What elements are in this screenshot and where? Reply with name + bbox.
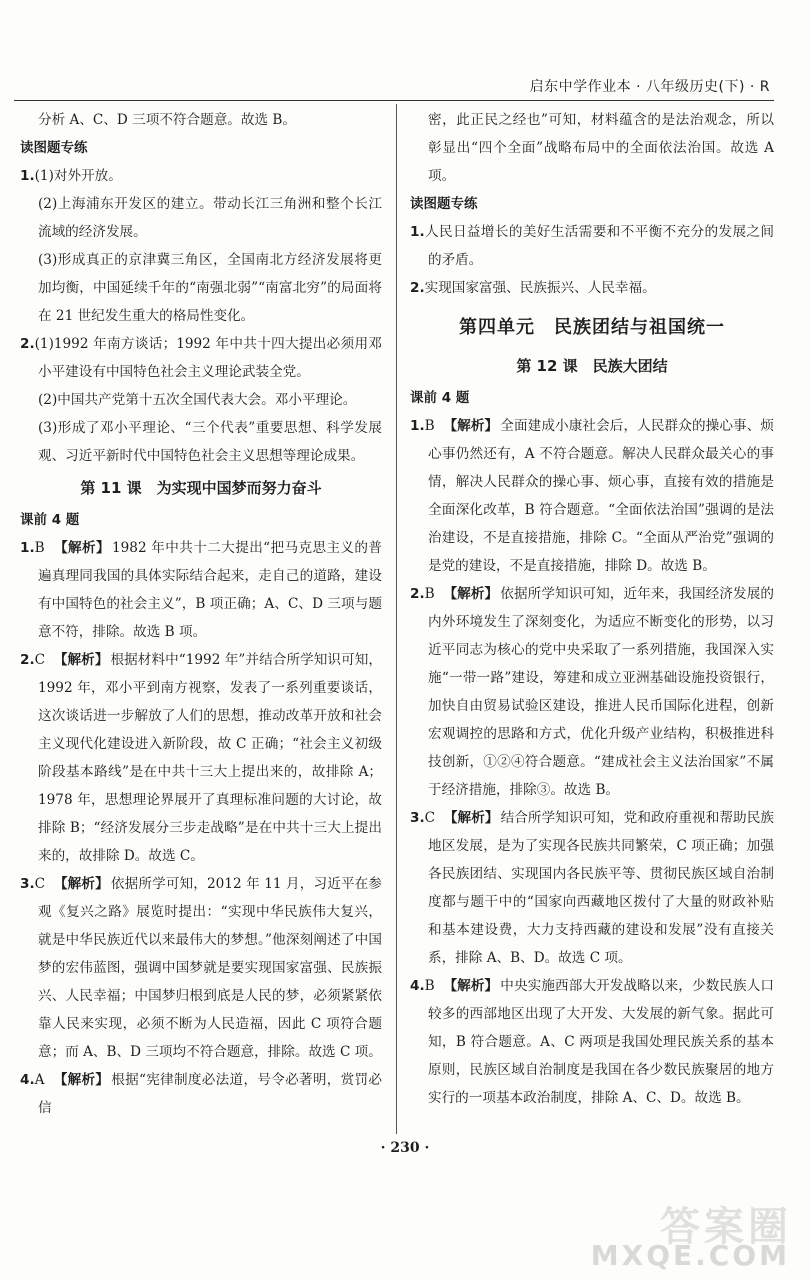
line-text: 读图题专练 [410,196,478,212]
item-number: 2. [410,586,425,602]
line-text: 课前 4 题 [20,512,80,528]
answer-item [20,646,382,870]
answer-item [410,412,774,580]
analysis-tag: 【解析】 [443,810,499,826]
analysis-tag: 【解析】 [443,586,499,602]
item-number: 2. [20,652,35,668]
item-number: 3. [410,810,425,826]
answer-choice: B [424,978,435,994]
answer-choice: B [424,418,435,434]
watermark-site-text: MXQE.COM [590,1239,790,1272]
line-text: 依据所学知识可知，近年来，我国经济发展的内外环境发生了深刻变化，为适应不断变化的形势，以习近平同志为核心的党中央采取了一系列措施，我国深入实施“一带一路”建设，筹建和成立亚洲基础设施投资银行，加快自由贸易试验区建设，推进人民币国际化进程，创新宏观调控的思路和方式，优化升级产业结构，积极推进科技创新，①②④符合题意。“建成社会主义法治国家”不属于经济措施，排除③。故选 B。 [428,586,774,798]
answer-text [410,106,774,190]
answer-item [410,972,774,1112]
answer-text [20,414,382,470]
analysis-tag: 【解析】 [53,652,109,668]
section-heading [20,134,382,162]
page-number: · 230 · [380,1140,430,1156]
item-number: 4. [410,978,425,994]
answer-item [410,274,774,302]
line-text: (2)上海浦东开发区的建立。带动长江三角洲和整个长江流域的经济发展。 [38,196,382,240]
answer-choice: C [34,876,46,892]
answer-item [410,218,774,274]
answer-choice: C [424,810,436,826]
answer-choice: B [424,586,435,602]
item-number: 1. [20,540,35,556]
line-text: (1)对外开放。 [34,168,122,184]
line-text: 实现国家富强、民族振兴、人民幸福。 [424,280,656,296]
analysis-tag: 【解析】 [53,876,109,892]
answer-text [20,386,382,414]
answer-text [20,190,382,246]
running-header: 启东中学作业本 · 八年级历史(下) · R [529,79,770,95]
line-text: 读图题专练 [20,140,88,156]
lesson-title [410,348,774,384]
line-text: 结合所学知识可知，党和政府重视和帮助民族地区发展，是为了实现各民族共同繁荣，C 项正确；加强各民族团结、实现国内各民族平等、贯彻民族区域自治制度都与题干中的“国家向西藏地区拨付了大量的财政补贴和基本建设费，大力支持西藏的建设和发展”没有直接关系，排除 A、B、D。故选 C 项。 [428,810,775,966]
item-number: 2. [410,280,425,296]
answer-item [410,804,774,972]
line-text: 分析 A、C、D 三项不符合题意。故选 B。 [38,112,296,128]
item-number: 4. [20,1072,35,1088]
column-divider [396,104,397,1134]
unit-title [410,308,774,348]
section-heading [410,190,774,218]
line-text: 密，此正民之经也”可知，材料蕴含的是法治观念，所以彰显出“四个全面”战略布局中的全面依法治国。故选 A 项。 [428,112,774,184]
line-text: 根据“宪律制度必法道，号令必著明，赏罚必信 [38,1072,382,1116]
line-text: 第 11 课 为实现中国梦而努力奋斗 [80,479,322,497]
answer-choice: A [34,1072,45,1088]
answer-text [20,246,382,330]
line-text: 根据材料中“1992 年”并结合所学知识可知，1992 年，邓小平到南方视察，发表了一系列重要谈话，这次谈话进一步解放了人们的思想，推动改革开放和社会主义现代化建设进入新阶段，故 C 正确；“社会主义初级阶段基本路线”是在中共十三大上提出来的，故排除 A；1978 年，思想理论界展开了真理标准问题的大讨论，故排除 B；“经济发展分三步走战略”是在中共十三大上提出来的，故排除 D。故选 C。 [38,652,382,864]
line-text: (3)形成了邓小平理论、“三个代表”重要思想、科学发展观、习近平新时代中国特色社会主义思想等理论成果。 [38,420,382,464]
answer-item [20,162,382,190]
section-heading [410,384,774,412]
answer-text [20,106,382,134]
analysis-tag: 【解析】 [54,540,110,556]
answer-item [20,1066,382,1122]
answer-item [20,534,382,646]
left-column [20,106,382,1122]
header-rule [14,100,774,101]
item-number: 1. [410,224,425,240]
analysis-tag: 【解析】 [443,418,499,434]
watermark [590,1195,802,1275]
line-text: 1982 年中共十二大提出“把马克思主义的普遍真理同我国的具体实际结合起来，走自己的道路，建设有中国特色的社会主义”，B 项正确；A、C、D 三项与题意不符，排除。故选 B 项。 [38,540,382,640]
line-text: 第四单元 民族团结与祖国统一 [459,317,725,338]
section-heading [20,506,382,534]
answer-item [20,330,382,386]
item-number: 1. [410,418,425,434]
line-text: 课前 4 题 [410,390,470,406]
line-text: 依据所学可知，2012 年 11 月，习近平在参观《复兴之路》展览时提出：“实现中华民族伟大复兴，就是中华民族近代以来最伟大的梦想。”他深刻阐述了中国梦的宏伟蓝图，强调中国梦就是要实现国家富强、民族振兴、人民幸福；中国梦归根到底是人民的梦，必须紧紧依靠人民来实现，必须不断为人民造福，因此 C 项符合题意；而 A、B、D 三项均不符合题意，排除。故选 C 项。 [38,876,382,1060]
lesson-title [20,470,382,506]
line-text: (3)形成真正的京津冀三角区，全国南北方经济发展将更加均衡，中国延续千年的“南强北弱”“南富北穷”的局面将在 21 世纪发生重大的格局性变化。 [38,252,382,324]
item-number: 2. [20,336,35,352]
answer-choice: C [34,652,46,668]
item-number: 3. [20,876,35,892]
right-column [410,106,774,1112]
line-text: (2)中国共产党第十五次全国代表大会。邓小平理论。 [38,392,357,408]
line-text: 人民日益增长的美好生活需要和不平衡不充分的发展之间的矛盾。 [424,224,774,268]
item-number: 1. [20,168,35,184]
analysis-tag: 【解析】 [53,1072,110,1088]
line-text: 全面建成小康社会后，人民群众的操心事、烦心事仍然还有，A 不符合题意。解决人民群众最关心的事情，解决人民群众的操心事、烦心事，直接有效的措施是全面深化改革，B 符合题意。“全面依法治国”强调的是法治建设，不是直接措施，排除 C。“全面从严治党”强调的是党的建设，不是直接措施，排除 D。故选 B。 [428,418,774,574]
analysis-tag: 【解析】 [443,978,499,994]
answer-choice: B [34,540,45,556]
answer-item [410,580,774,804]
answer-item [20,870,382,1066]
line-text: (1)1992 年南方谈话；1992 年中共十四大提出必须用邓小平建设有中国特色社会主义理论武装全党。 [34,336,382,380]
watermark-logo-text: 答案圈 [660,1204,792,1250]
line-text: 中央实施西部大开发战略以来，少数民族人口较多的西部地区出现了大开发、大发展的新气象。据此可知，B 符合题意。A、C 两项是我国处理民族关系的基本原则，民族区域自治制度是我国在各少数民族聚居的地方实行的一项基本政治制度，排除 A、C、D。故选 B。 [428,978,774,1106]
line-text: 第 12 课 民族大团结 [516,357,668,375]
